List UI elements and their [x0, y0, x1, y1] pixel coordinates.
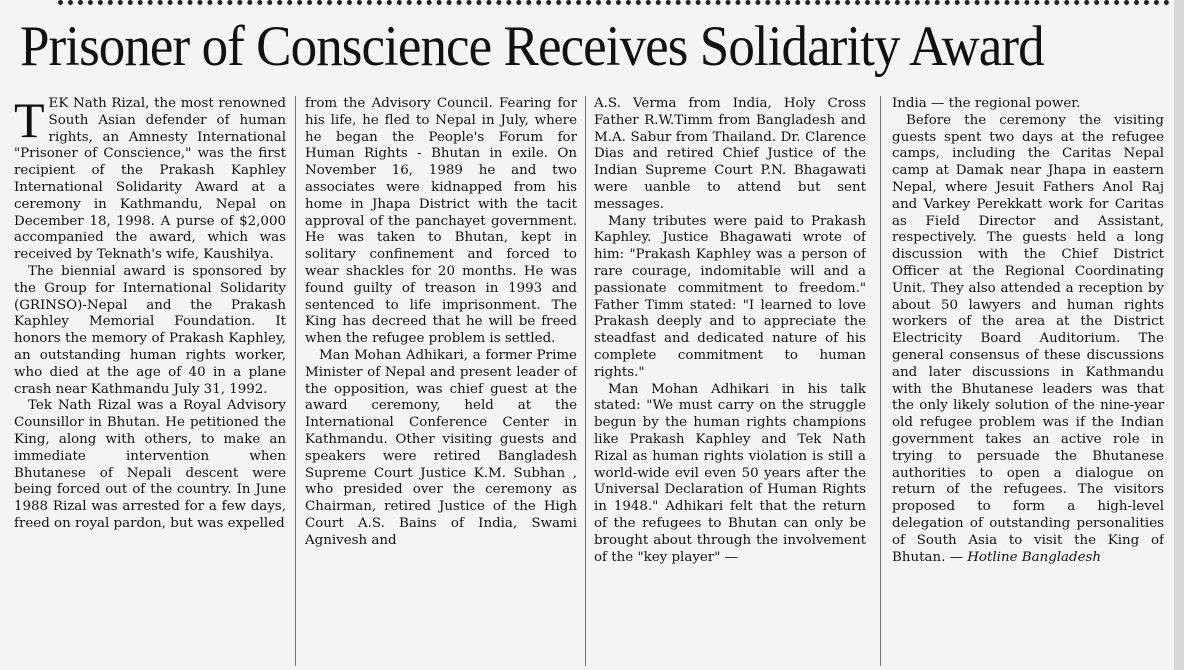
- paragraph: The biennial award is sponsored by the Group for International Solidarity (GRINSO)-Nepal and the Prakash Kaphley Memorial Foundation. It honors the memory of Prakash Kaphley, an outstanding human rights worker, who died at the age of 40 in a plane crash near Kathmandu July 31, 1992.: [14, 263, 286, 397]
- paragraph: Tek Nath Rizal was a Royal Advisory Counsillor in Bhutan. He petitioned the King, along with others, to make an immediate intervention when Bhutanese of Nepali descent were being forced out of the country. In June 1988 Rizal was arrested for a few days, freed on royal pardon, but was expelled: [14, 398, 286, 531]
- paragraph: Many tributes were paid to Prakash Kaphley. Justice Bhagawati wrote of him: "Prakash Kaphley was a person of rare courage, indomitable will and a passionate commitment to freedom." Father Timm stated: "I learned to love Prakash deeply and to appreciate the steadfast and dedicated nature of his complete commitment to human rights.": [594, 213, 866, 380]
- page-edge: [1174, 0, 1184, 670]
- source-credit: — Hotline Bangladesh: [949, 549, 1102, 565]
- column-rule: [295, 96, 296, 666]
- column-3: [594, 96, 866, 666]
- paragraph: Man Mohan Adhikari, a former Prime Minister of Nepal and present leader of the opposition, was chief guest at the award ceremony, held at the International Conference Center in Kathmandu. Other visiting guests and speakers were retired Bangladesh Supreme Court Justice K.M. Subhan , who presided over the ceremony as Chairman, retired Justice of the High Court A.S. Bains of India, Swami Agnivesh and: [305, 347, 577, 548]
- paragraph: Man Mohan Adhikari in his talk stated: "We must carry on the struggle begun by the human rights champions like Prakash Kaphley and Tek Nath Rizal as human rights violation is still a world-wide evil even 50 years after the Universal Declaration of Human Rights in 1948." Adhikari felt that the return of the refugees to Bhutan can only be brought about through the involvement of the "key player" —: [594, 381, 866, 565]
- paragraph: India — the regional power.: [892, 96, 1081, 111]
- article-body: [14, 96, 1174, 670]
- column-2: [305, 96, 577, 666]
- column-4: [892, 96, 1164, 666]
- paragraph: A.S. Verma from India, Holy Cross Father R.W.Timm from Bangladesh and M.A. Sabur from Thailand. Dr. Clarence Dias and retired Chief Justice of the Indian Supreme Court P.N. Bhagawati were uanble to attend but sent messages.: [594, 96, 866, 212]
- column-1: [14, 96, 286, 666]
- paragraph: from the Advisory Council. Fearing for his life, he fled to Nepal in July, where he began the People's Forum for Human Rights - Bhutan in exile. On November 16, 1989 he and two associates were kidnapped from his home in Jhapa District with the tacit approval of the panchayet government. He was taken to Bhutan, kept in solitary confinement and forced to wear shackles for 20 months. He was found guilty of treason in 1993 and sentenced to life imprisonment. The King has decreed that he will be freed when the refugee problem is settled.: [305, 96, 577, 347]
- paragraph-text: EK Nath Rizal, the most renowned South Asian defender of human rights, an Amnesty International "Prisoner of Conscience," was the first recipient of the Prakash Kaphley International Solidarity Award at a ceremony in Kathmandu, Nepal on December 18, 1998. A purse of $2,000 accompanied the award, which was received by Teknath's wife, Kaushilya.: [14, 96, 286, 263]
- column-rule: [585, 96, 586, 666]
- drop-cap: T: [14, 96, 45, 148]
- paragraph-text: Before the ceremony the visiting guests spent two days at the refugee camps, including the Caritas Nepal camp at Damak near Jhapa in eastern Nepal, where Jesuit Fathers Anol Raj and Varkey Perekkatt work for Caritas as Field Director and Assistant, respectively. The guests held a long discussion with the Chief District Officer at the Regional Coordinating Unit. They also attended a reception by about 50 lawyers and human rights workers of the area at the District Electricity Board Auditorium. The general consensus of these discussions and later discussions in Kathmandu with the Bhutanese leaders was that the only likely solution of the nine-year old refugee problem was if the Indian government takes an active role in trying to persuade the Bhutanese authorities to open a dialogue on return of the refugees. The visitors proposed to form a high-level delegation of outstanding personalities of South Asia to visit the King of Bhutan.: [892, 112, 1164, 565]
- paragraph: [14, 96, 286, 264]
- headline: Prisoner of Conscience Receives Solidarity Award: [20, 15, 1044, 78]
- column-rule: [880, 96, 881, 666]
- paragraph: [892, 113, 1164, 567]
